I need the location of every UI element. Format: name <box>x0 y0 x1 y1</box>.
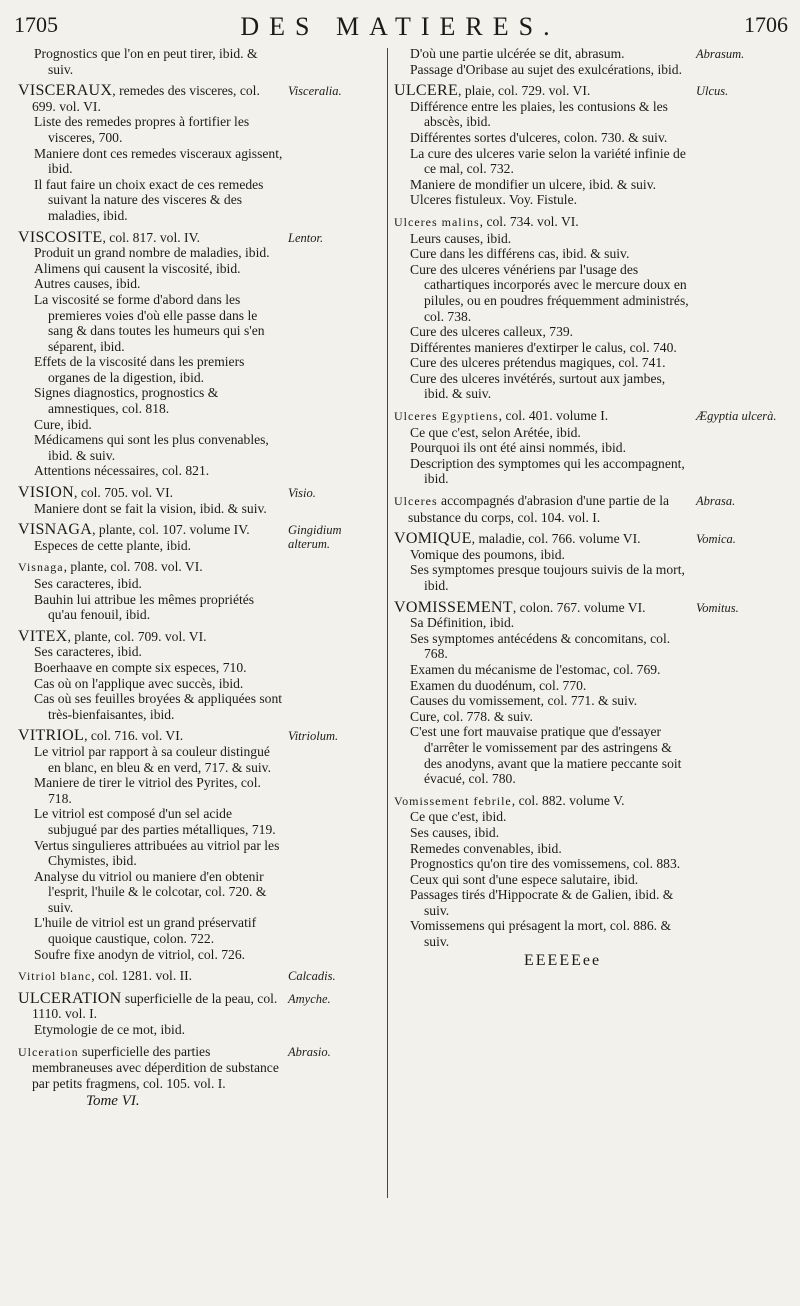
index-entry <box>18 83 380 223</box>
entry-reference: , plaie, col. 729. vol. VI. <box>458 83 591 99</box>
entry-keyword: VISCERAUX <box>18 82 113 100</box>
entry-subitem: Effets de la viscosité dans les premiers organes de la digestion, ibid. <box>34 354 245 385</box>
entry-subitem: Différentes manieres d'extirper le calus, col. 740. <box>410 339 677 355</box>
index-entry <box>18 1044 380 1092</box>
entry-subitem: Sa Définition, ibid. <box>410 615 515 631</box>
entry-subitem: Examen du mécanisme de l'estomac, col. 769. <box>410 661 661 677</box>
entry-keyword: Ulceres malins <box>394 214 480 229</box>
entry-headline <box>18 629 380 645</box>
page-number-right: 1706 <box>744 12 788 37</box>
entry-reference: superficielle de la peau, col. 1110. vol. I. <box>32 990 278 1022</box>
index-entry <box>394 793 788 950</box>
entry-subitem: Especes de cette plante, ibid. <box>34 537 192 553</box>
entry-subitem: Maniere dont se fait la vision, ibid. & suiv. <box>34 500 267 516</box>
entry-subitem: Passages tirés d'Hippocrate & de Galien, ibid. & suiv. <box>410 887 674 918</box>
margin-latin-term: Abrasum. <box>696 47 745 61</box>
index-entry <box>18 559 380 622</box>
entry-subitem: Examen du duodénum, col. 770. <box>410 677 587 693</box>
entry-subitem: Ses caracteres, ibid. <box>34 576 142 591</box>
margin-latin-term: Vomitus. <box>696 600 739 615</box>
entry-subitem: Vertus singulieres attribuées au vitriol par les Chymistes, ibid. <box>34 837 280 869</box>
index-entry <box>394 83 788 208</box>
entry-subitem: Ses caracteres, ibid. <box>34 644 142 660</box>
entry-keyword: ULCERATION <box>18 989 122 1007</box>
entry-subitem: Analyse du vitriol ou maniere d'en obtenir l'esprit, l'huile & le colcotar, col. 720. & suiv. <box>34 868 267 915</box>
entry-subitem: Ce que c'est, selon Arétée, ibid. <box>410 424 581 440</box>
page-number-left: 1705 <box>14 12 58 37</box>
entry-subitem: Cas où on l'applique avec succès, ibid. <box>34 675 244 691</box>
entry-reference: , col. 882. volume V. <box>511 792 625 808</box>
entry-subitem: Cas où ses feuilles broyées & appliquées sont très-bienfaisantes, ibid. <box>34 691 283 722</box>
entry-subitem: Causes du vomissement, col. 771. & suiv. <box>410 693 638 709</box>
entry-reference: , col. 401. volume I. <box>498 408 609 424</box>
entry-subitem: Passage d'Oribase au sujet des exulcérations, ibid. <box>410 61 682 77</box>
entry-subitem: Médicamens qui sont les plus convenables, ibid. & suiv. <box>34 432 269 463</box>
margin-latin-term: Visceralia. <box>288 84 342 99</box>
entry-reference: , col. 716. vol. VI. <box>84 728 184 744</box>
entry-subitem: Maniere de tirer le vitriol des Pyrites, col. 718. <box>34 775 261 806</box>
entry-subitem: Description des symptomes qui les accompagnent, ibid. <box>410 455 685 487</box>
entry-headline <box>394 214 788 231</box>
page-header <box>0 6 800 46</box>
entry-subitem: Vomissemens qui présagent la mort, col. 886. & suiv. <box>410 918 672 950</box>
entry-keyword: Vitriol blanc <box>18 969 92 984</box>
entry-subitem: D'où une partie ulcérée se dit, abrasum. <box>410 46 625 61</box>
entry-reference: , plante, col. 107. volume IV. <box>92 522 250 538</box>
entry-reference: , col. 734. vol. VI. <box>479 213 579 229</box>
entry-keyword: VISION <box>18 484 75 502</box>
signature-mark: EEEEEee <box>524 951 602 969</box>
index-entry <box>394 600 788 787</box>
margin-latin-term: Lentor. <box>288 230 324 245</box>
margin-latin-term: Amyche. <box>288 991 331 1006</box>
index-entry <box>18 629 380 723</box>
entry-subitem: Cure, ibid. <box>34 416 92 432</box>
entry-keyword: VOMISSEMENT <box>394 598 513 616</box>
margin-latin-term: Ulcus. <box>696 84 729 99</box>
margin-latin-term: Visio. <box>288 486 316 501</box>
index-entry <box>18 46 380 77</box>
entry-subitem: Ulceres fistuleux. Voy. Fistule. <box>410 192 578 208</box>
entry-subitem: Soufre fixe anodyn de vitriol, col. 726. <box>34 946 246 962</box>
entry-subitem: Cure des ulceres prétendus magiques, col. 741. <box>410 355 666 371</box>
entry-keyword: Ulceres Egyptiens <box>394 409 499 424</box>
entry-subitem: Maniere de mondifier un ulcere, ibid. & suiv. <box>410 176 657 192</box>
entry-headline <box>394 793 788 810</box>
entry-subitem: Ce que c'est, ibid. <box>410 809 507 825</box>
index-entry <box>18 485 380 516</box>
entry-keyword: Visnaga <box>18 560 64 575</box>
index-entry <box>394 493 788 525</box>
running-title: DES MATIERES. <box>240 12 560 41</box>
entry-subitem: Signes diagnostics, prognostics & amnestiques, col. 818. <box>34 385 219 417</box>
margin-latin-term: Abrasa. <box>696 494 736 509</box>
entry-subitem: Attentions nécessaires, col. 821. <box>34 463 210 479</box>
entry-subitem: Maniere dont ces remedes visceraux agissent, ibid. <box>34 145 283 177</box>
entry-keyword: Vomissement febrile <box>394 793 512 808</box>
tome-footer: Tome VI. <box>86 1093 140 1110</box>
entry-subitem: Ses symptomes presque toujours suivis de la mort, ibid. <box>410 562 685 593</box>
entry-subitem: Ses symptomes antécédens & concomitans, col. 768. <box>410 630 671 662</box>
entry-subitem: Cure, col. 778. & suiv. <box>410 708 533 724</box>
entry-keyword: Ulceres <box>394 494 438 509</box>
margin-latin-term: Calcadis. <box>288 969 336 984</box>
entry-subitem: Leurs causes, ibid. <box>410 230 512 246</box>
left-column <box>18 46 380 1110</box>
entry-reference: , colon. 767. volume VI. <box>512 599 646 615</box>
index-entry <box>394 531 788 593</box>
entry-subitem: Cure des ulceres invétérés, surtout aux jambes, ibid. & suiv. <box>410 370 666 402</box>
entry-subitem: La cure des ulceres varie selon la variété infinie de ce mal, col. 732. <box>410 145 686 177</box>
entry-reference: , col. 705. vol. VI. <box>74 485 174 501</box>
index-entry <box>394 214 788 402</box>
index-entry <box>394 408 788 487</box>
entry-subitem: Cure dans les différens cas, ibid. & suiv. <box>410 246 630 262</box>
index-entry <box>394 46 788 77</box>
margin-latin-term: Vitriolum. <box>288 729 339 744</box>
entry-subitem: Il faut faire un choix exact de ces remedes suivant la nature des visceres & des maladies, ibid. <box>34 176 264 223</box>
margin-latin-term: Ægyptia ulcerà. <box>696 409 777 424</box>
entry-subitem: Pourquoi ils ont été ainsi nommés, ibid. <box>410 440 626 456</box>
entry-reference: , col. 817. vol. IV. <box>102 229 201 245</box>
index-entry <box>18 991 380 1038</box>
column-divider <box>387 48 388 1198</box>
index-entry <box>18 968 380 985</box>
entry-subitem: Cure des ulceres calleux, 739. <box>410 324 574 340</box>
entry-keyword: ULCERE <box>394 82 459 100</box>
entry-keyword: VISCOSITE <box>18 228 103 246</box>
margin-latin-term: Vomica. <box>696 532 736 547</box>
entry-subitem: Liste des remedes propres à fortifier les visceres, 700. <box>34 114 250 145</box>
entry-subitem: La viscosité se forme d'abord dans les premieres voies d'où elle passe dans le sang & dans toutes les humeurs qui s'en séparent, ibid. <box>34 291 265 354</box>
index-entry <box>18 728 380 962</box>
entry-reference: , col. 1281. vol. II. <box>91 968 193 984</box>
entry-subitem: Remedes convenables, ibid. <box>410 840 562 856</box>
entry-subitem: Le vitriol par rapport à sa couleur distingué en blanc, en bleu & en verd, 717. & suiv. <box>34 743 271 775</box>
right-column <box>394 46 788 970</box>
entry-keyword: VISNAGA <box>18 521 93 539</box>
margin-latin-term: Gingidium alterum. <box>288 523 342 552</box>
entry-keyword: Ulceration <box>18 1044 79 1059</box>
entry-subitem: Autres causes, ibid. <box>34 276 141 292</box>
entry-reference: , plante, col. 709. vol. VI. <box>67 628 207 644</box>
entry-reference: , maladie, col. 766. volume VI. <box>471 531 641 547</box>
entry-keyword: VITEX <box>18 627 68 645</box>
entry-subitem: Cure des ulceres vénériens par l'usage des cathartiques incorporés avec le mercure doux en pilules, ou en poudres fréquemment administrés, col. 738. <box>410 261 689 324</box>
entry-subitem: C'est une fort mauvaise pratique que d'essayer d'arrêter le vomissement par des astringens & des anodyns, avant que la matiere peccante soit évacué, col. 780. <box>410 724 682 787</box>
entry-subitem: L'huile de vitriol est un grand préservatif quoique caustique, colon. 722. <box>34 915 257 947</box>
entry-subitem: Ses causes, ibid. <box>410 824 500 840</box>
entry-headline <box>18 559 380 576</box>
entry-reference: accompagnés d'abrasion d'une partie de la substance du corps, col. 104. vol. I. <box>408 493 670 525</box>
entry-keyword: VOMIQUE <box>394 530 472 548</box>
index-entry <box>18 522 380 553</box>
entry-subitem: Différentes sortes d'ulceres, colon. 730. & suiv. <box>410 129 668 145</box>
margin-latin-term: Abrasio. <box>288 1044 331 1059</box>
entry-reference: superficielle des parties membraneuses avec déperdition de substance par petits fragmens, col. 105. vol. I. <box>32 1043 279 1091</box>
entry-subitem: Ceux qui sont d'une espece salutaire, ibid. <box>410 871 639 887</box>
entry-subitem: Prognostics que l'on en peut tirer, ibid. & suiv. <box>34 46 258 77</box>
entry-subitem: Vomique des poumons, ibid. <box>410 546 565 562</box>
index-entry <box>18 230 380 480</box>
entry-subitem: Prognostics qu'on tire des vomissemens, col. 883. <box>410 856 681 872</box>
entry-reference: , plante, col. 708. vol. VI. <box>63 559 203 575</box>
entry-subitem: Boerhaave en compte six especes, 710. <box>34 659 247 675</box>
entry-subitem: Différence entre les plaies, les contusions & les abscès, ibid. <box>410 98 668 130</box>
entry-subitem: Bauhin lui attribue les mêmes propriétés qu'au fenouil, ibid. <box>34 591 255 623</box>
entry-subitem: Etymologie de ce mot, ibid. <box>34 1022 186 1038</box>
entry-keyword: VITRIOL <box>18 727 85 745</box>
entry-reference: , remedes des visceres, col. 699. vol. VI. <box>32 83 260 114</box>
entry-subitem: Alimens qui causent la viscosité, ibid. <box>34 260 241 276</box>
entry-subitem: Le vitriol est composé d'un sel acide subjugué par des parties métalliques, 719. <box>34 806 276 837</box>
entry-subitem: Produit un grand nombre de maladies, ibid. <box>34 245 270 261</box>
